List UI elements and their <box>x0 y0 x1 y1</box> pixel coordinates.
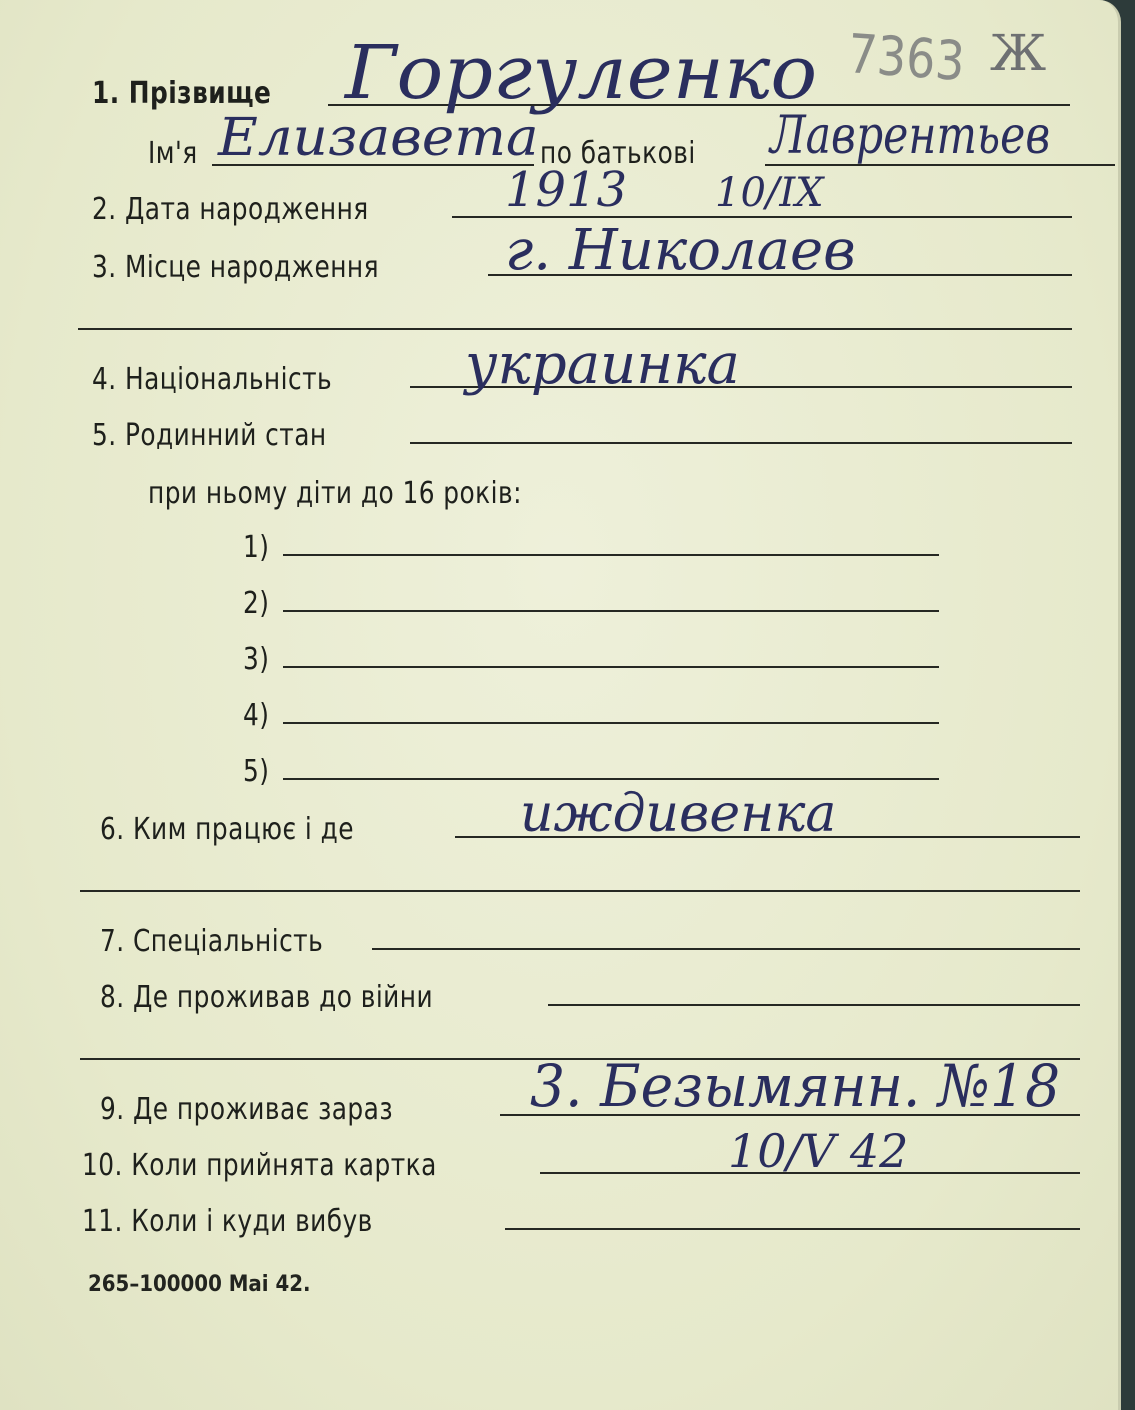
child-number: 4) <box>243 698 270 733</box>
child-number: 3) <box>243 642 270 677</box>
print-imprint: 265–100000 Mai 42. <box>88 1272 311 1297</box>
current-address-value: 3. Безымянн. №18 <box>530 1052 1061 1120</box>
family-line <box>410 442 1072 444</box>
child-line <box>283 778 939 780</box>
birth-year: 1913 <box>505 162 628 218</box>
child-line <box>283 722 939 724</box>
name-label: Ім'я <box>148 136 198 171</box>
card-date-label: 10. Коли прийнята картка <box>82 1148 437 1183</box>
name-value: Елизавета <box>218 108 539 168</box>
child-number: 1) <box>243 530 270 565</box>
child-line <box>283 610 939 612</box>
child-number: 2) <box>243 586 270 621</box>
prewar-line <box>548 1004 1080 1006</box>
birthplace-value: г. Николаев <box>505 218 856 283</box>
nationality-label: 4. Національність <box>92 362 333 397</box>
prewar-label: 8. Де проживав до війни <box>100 980 434 1015</box>
nationality-value: украинка <box>465 332 740 397</box>
work-label: 6. Ким працює і де <box>100 812 354 847</box>
child-line <box>283 554 939 556</box>
patronymic-value: Лаврентьев <box>770 106 1051 166</box>
departure-line <box>505 1228 1080 1230</box>
patronymic-label: по батькові <box>540 136 696 171</box>
work-line-2 <box>80 890 1080 892</box>
children-label: при ньому діти до 16 років: <box>148 476 522 511</box>
specialty-label: 7. Спеціальність <box>100 924 324 959</box>
birthplace-label: 3. Місце народження <box>92 250 379 285</box>
child-line <box>283 666 939 668</box>
child-number: 5) <box>243 754 270 789</box>
work-value: иждивенка <box>520 784 837 844</box>
departure-label: 11. Коли і куди вибув <box>82 1204 373 1239</box>
archive-number: 7363 <box>845 22 967 94</box>
birth-day: 10/IX <box>715 170 824 216</box>
birthdate-label: 2. Дата народження <box>92 192 369 227</box>
card-date-value: 10/V 42 <box>728 1124 909 1178</box>
surname-value: Горгуленко <box>345 30 818 116</box>
family-label: 5. Родинний стан <box>92 418 327 453</box>
birthplace-line-2 <box>78 328 1072 330</box>
specialty-line <box>372 948 1080 950</box>
current-address-label: 9. Де проживає зараз <box>100 1092 394 1127</box>
archive-letter: Ж <box>990 24 1047 82</box>
surname-label: 1. Прізвище <box>92 76 272 111</box>
